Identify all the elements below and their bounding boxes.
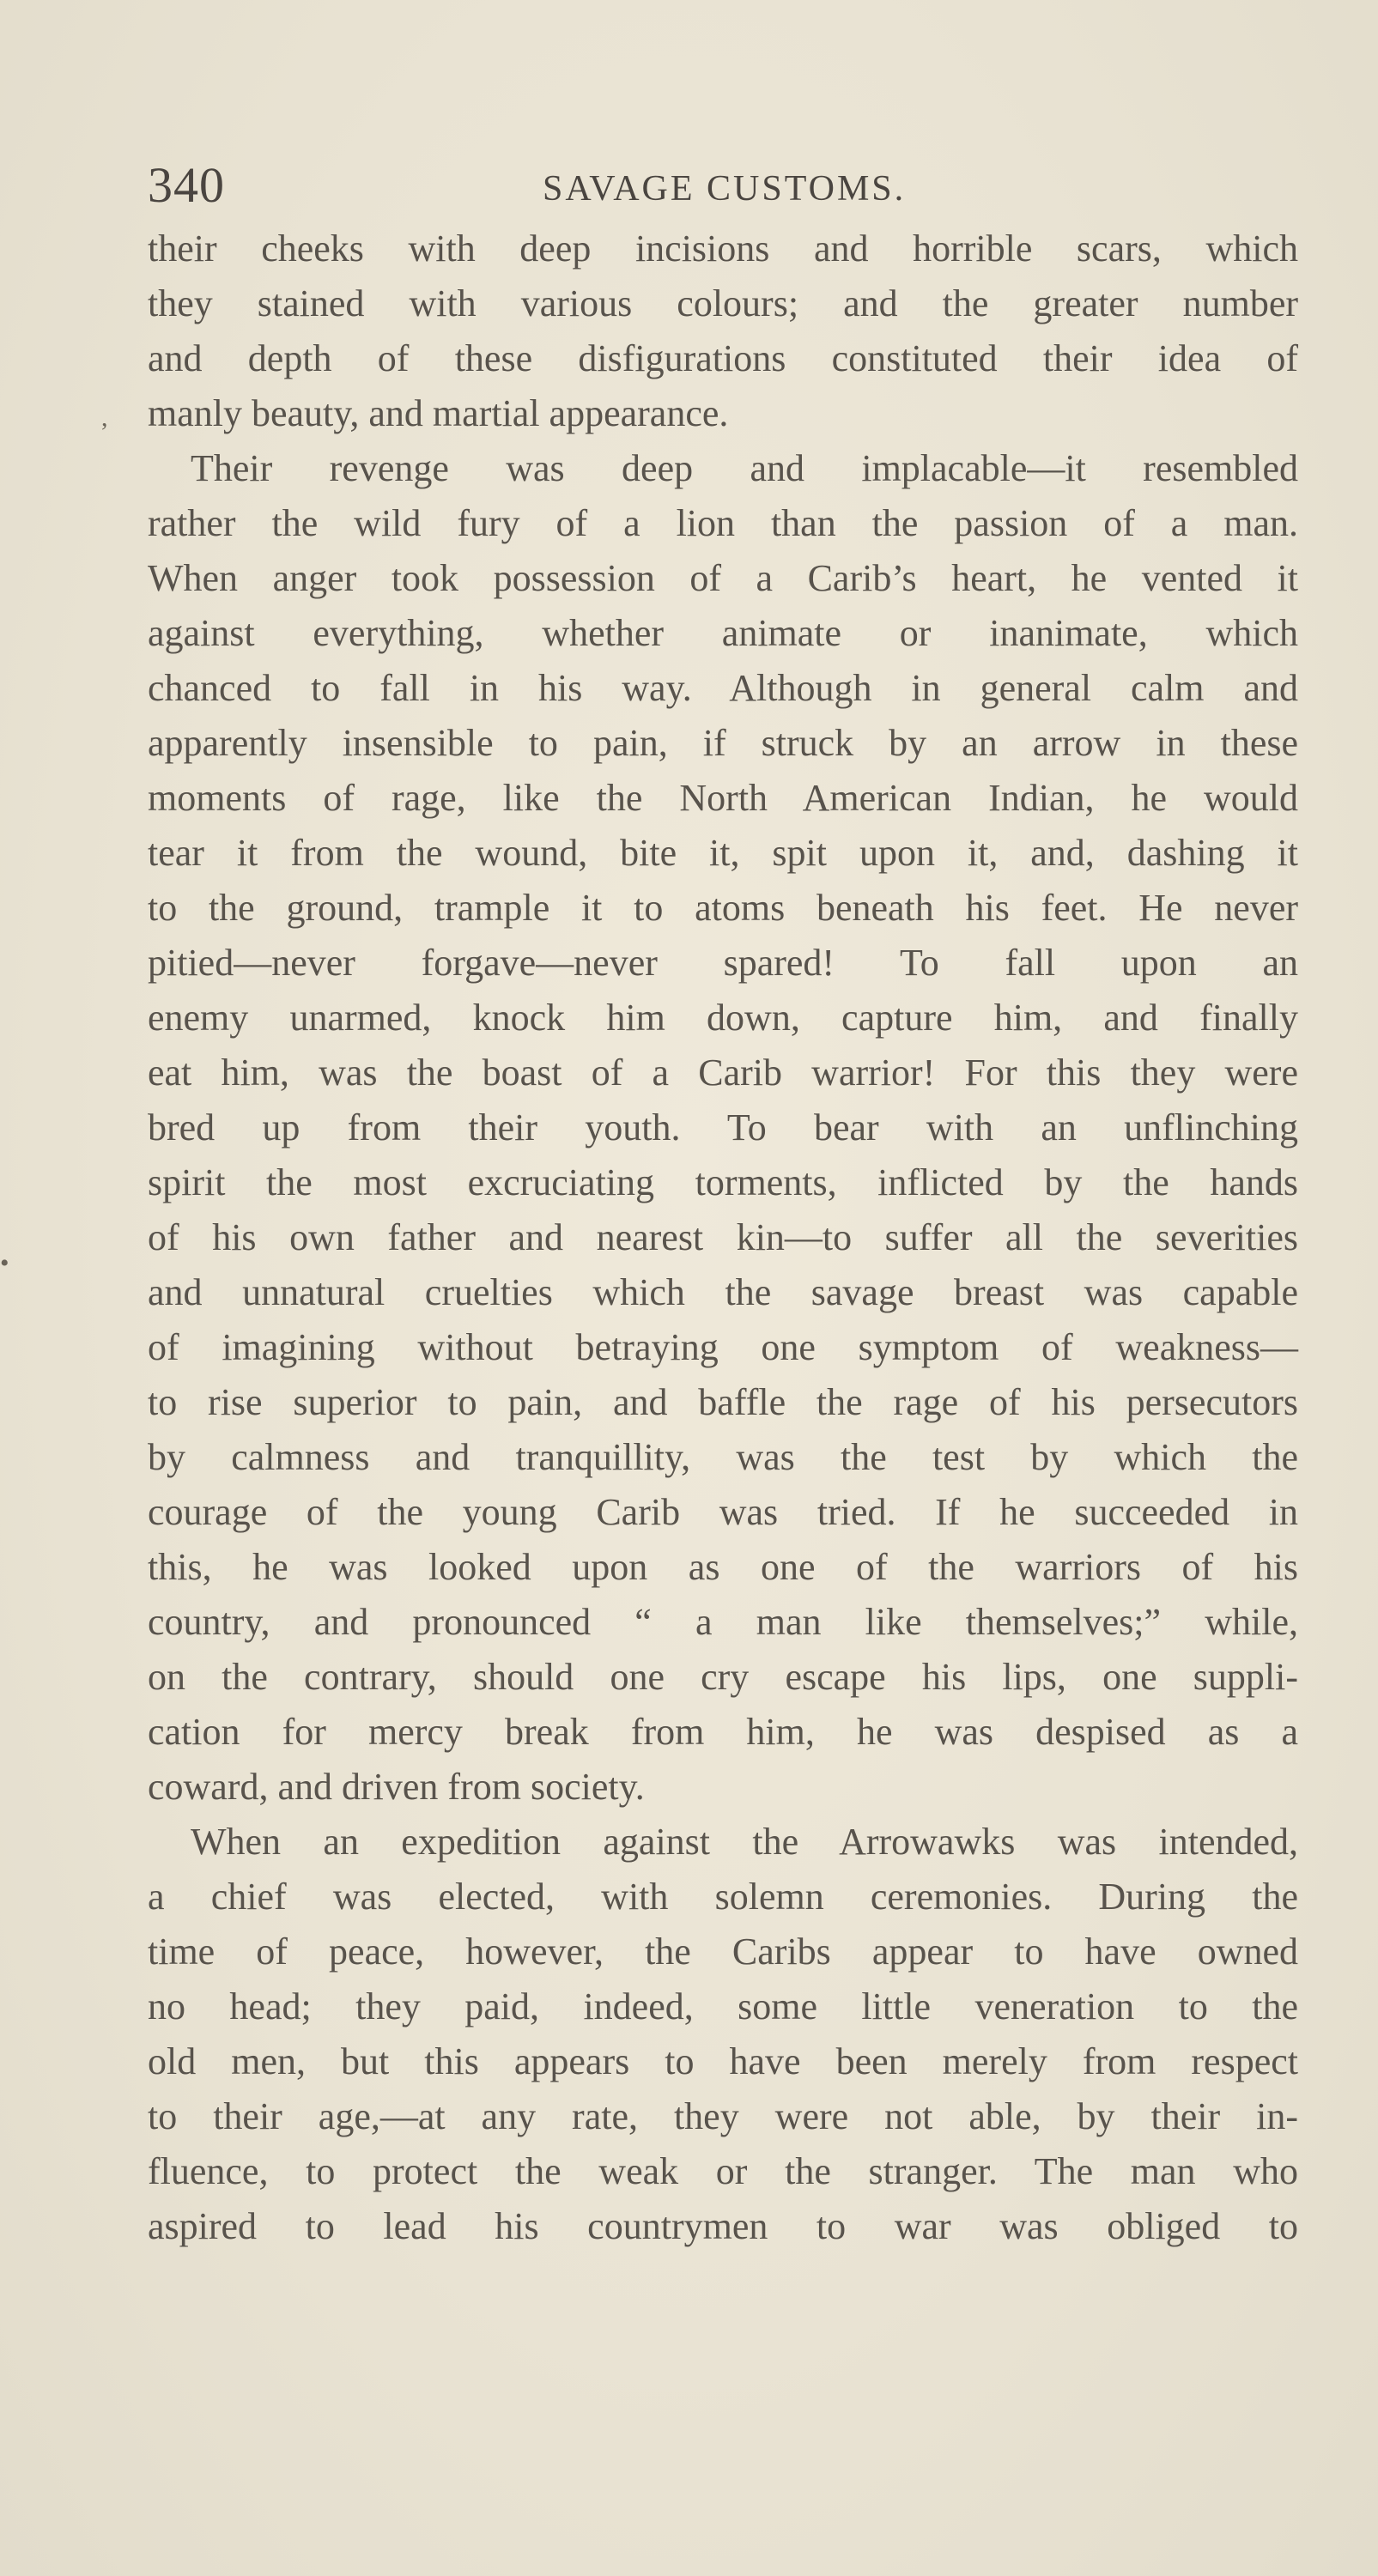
- text-line: time of peace, however, the Caribs appear to have owned: [148, 1930, 1298, 1973]
- text-line: to rise superior to pain, and baffle the rage of his persecutors: [148, 1381, 1298, 1423]
- text-line: their cheeks with deep incisions and horrible scars, which: [148, 227, 1298, 270]
- text-line: of his own father and nearest kin—to suffer all the severities: [148, 1216, 1298, 1258]
- text-line: this, he was looked upon as one of the warriors of his: [148, 1546, 1298, 1588]
- text-line: they stained with various colours; and the greater number: [148, 282, 1298, 324]
- text-line: bred up from their youth. To bear with an unflinching: [148, 1106, 1298, 1149]
- text-line: coward, and driven from society.: [148, 1766, 645, 1808]
- text-line: to the ground, trample it to atoms beneath his feet. He never: [148, 887, 1298, 929]
- text-line: of imagining without betraying one symptom of weakness—: [148, 1326, 1298, 1368]
- text-line: spirit the most excruciating torments, inflicted by the hands: [148, 1161, 1298, 1203]
- running-title: SAVAGE CUSTOMS.: [543, 169, 907, 209]
- text-line: to their age,—at any rate, they were not able, by their in-: [148, 2095, 1298, 2137]
- text-line: on the contrary, should one cry escape his lips, one suppli-: [148, 1656, 1298, 1698]
- text-line: When anger took possession of a Carib’s heart, he vented it: [148, 557, 1298, 599]
- text-line: When an expedition against the Arrowawks was intended,: [191, 1821, 1298, 1863]
- text-line: moments of rage, like the North American Indian, he would: [148, 777, 1298, 819]
- margin-mark: ,: [101, 403, 108, 432]
- text-line: manly beauty, and martial appearance.: [148, 392, 729, 434]
- text-line: and unnatural cruelties which the savage breast was capable: [148, 1271, 1298, 1313]
- text-line: Their revenge was deep and implacable—it resembled: [191, 447, 1298, 489]
- running-head: [148, 156, 1298, 216]
- text-line: fluence, to protect the weak or the stranger. The man who: [148, 2150, 1298, 2192]
- text-line: courage of the young Carib was tried. If he succeeded in: [148, 1491, 1298, 1533]
- body-text: [148, 221, 1298, 2254]
- text-line: cation for mercy break from him, he was despised as a: [148, 1711, 1298, 1753]
- text-line: against everything, whether animate or inanimate, which: [148, 612, 1298, 654]
- text-line: a chief was elected, with solemn ceremonies. During the: [148, 1876, 1298, 1918]
- margin-mark: •: [0, 1249, 9, 1277]
- text-line: country, and pronounced “ a man like themselves;” while,: [148, 1601, 1298, 1643]
- text-line: eat him, was the boast of a Carib warrior! For this they were: [148, 1052, 1298, 1094]
- text-line: by calmness and tranquillity, was the test by which the: [148, 1436, 1298, 1478]
- text-line: no head; they paid, indeed, some little veneration to the: [148, 1985, 1298, 2027]
- text-line: apparently insensible to pain, if struck by an arrow in these: [148, 722, 1298, 764]
- text-line: aspired to lead his countrymen to war was obliged to: [148, 2205, 1298, 2247]
- text-line: enemy unarmed, knock him down, capture him, and finally: [148, 997, 1298, 1039]
- text-line: old men, but this appears to have been merely from respect: [148, 2040, 1298, 2082]
- text-line: chanced to fall in his way. Although in general calm and: [148, 667, 1298, 709]
- text-line: pitied—never forgave—never spared! To fall upon an: [148, 942, 1298, 984]
- text-line: rather the wild fury of a lion than the passion of a man.: [148, 502, 1298, 544]
- text-line: tear it from the wound, bite it, spit upon it, and, dashing it: [148, 832, 1298, 874]
- page-number: 340: [148, 157, 225, 213]
- text-line: and depth of these disfigurations constituted their idea of: [148, 337, 1298, 379]
